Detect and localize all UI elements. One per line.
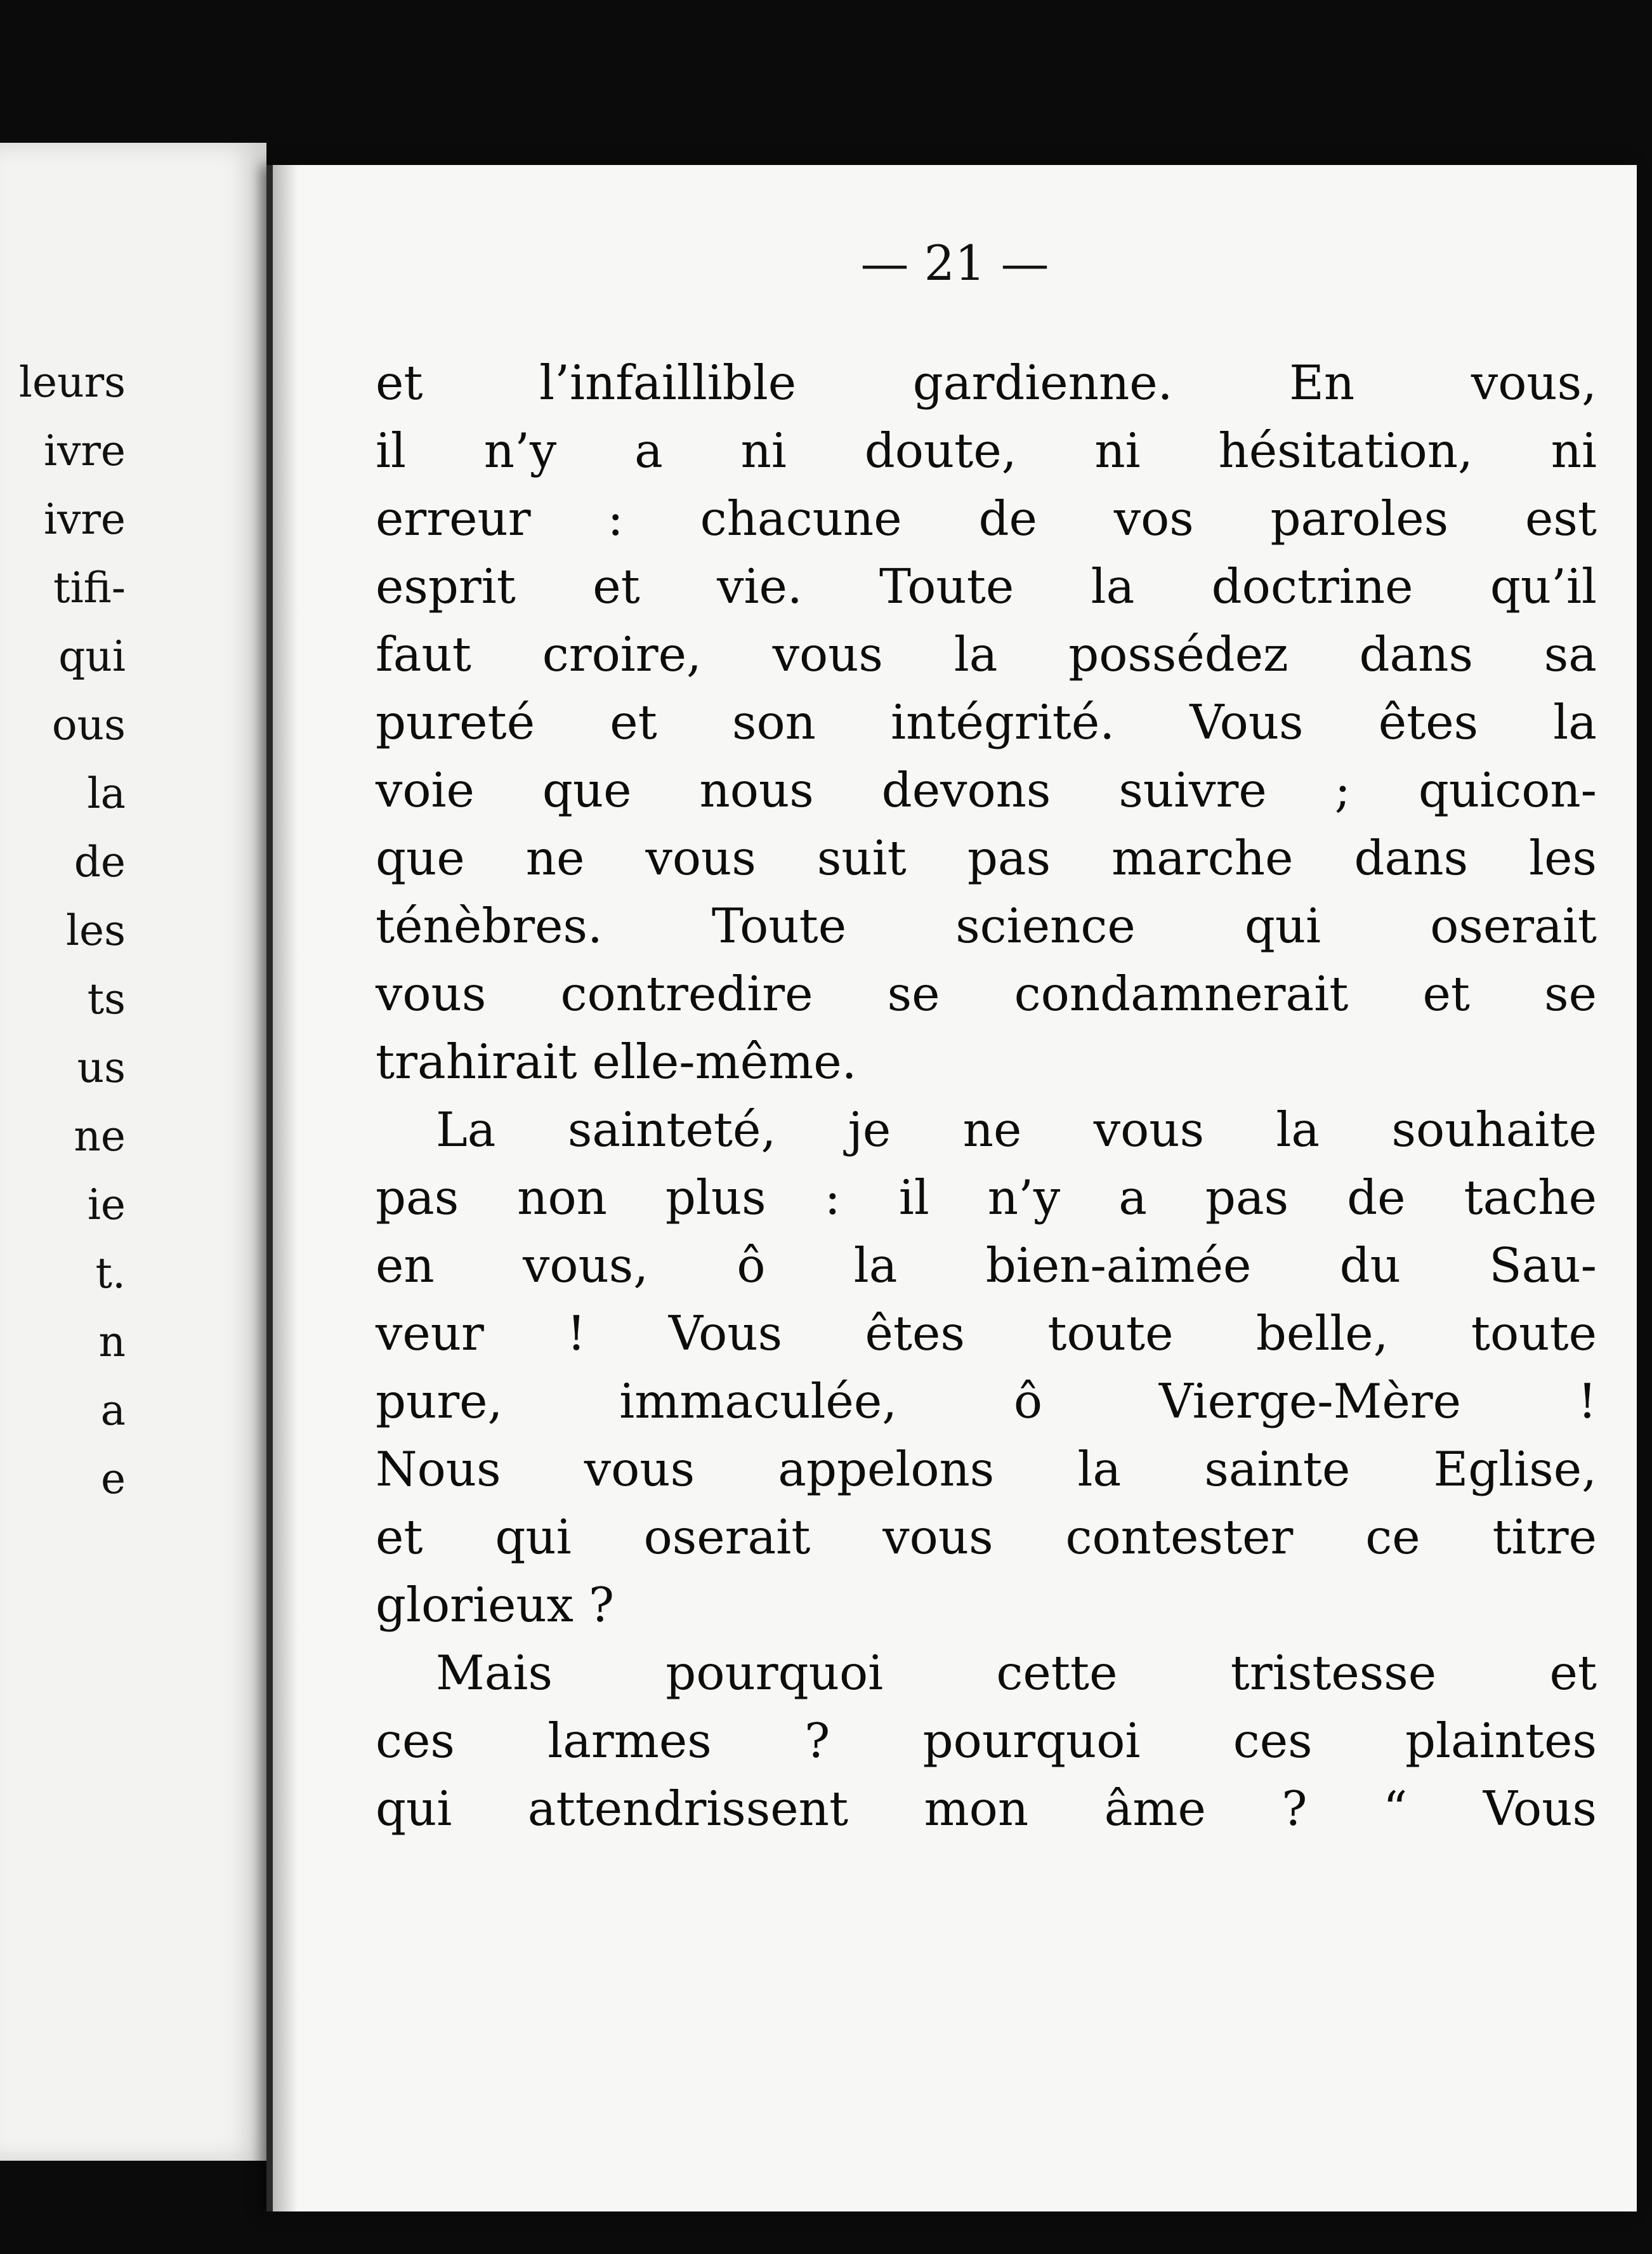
- book-page: [266, 165, 1637, 2211]
- previous-page-fragment: ivre: [43, 426, 126, 475]
- text-line: Nous vous appelons la sainte Eglise,: [376, 1441, 1597, 1497]
- previous-page-fragment: us: [77, 1043, 126, 1092]
- previous-page-fragment: ie: [87, 1180, 126, 1229]
- previous-page-fragment: les: [65, 906, 126, 955]
- text-line: pas non plus : il n’y a pas de tache: [376, 1170, 1597, 1225]
- text-line: trahirait elle-même.: [376, 1034, 857, 1090]
- text-line: glorieux ?: [376, 1577, 615, 1633]
- text-line: et l’infaillible gardienne. En vous,: [376, 355, 1597, 411]
- previous-page-fragment: leurs: [18, 358, 126, 407]
- previous-page-fragment: ivre: [43, 495, 126, 544]
- gutter-shadow: [273, 165, 298, 2211]
- text-line: erreur : chacune de vos paroles est: [376, 491, 1597, 546]
- previous-page-fragment: ts: [87, 975, 126, 1024]
- text-line: il n’y a ni doute, ni hésitation, ni: [376, 423, 1597, 478]
- previous-page-fragment: la: [87, 769, 126, 818]
- text-line: voie que nous devons suivre ; quicon-: [376, 762, 1597, 818]
- text-line: veur ! Vous êtes toute belle, toute: [376, 1305, 1597, 1361]
- text-line: pureté et son intégrité. Vous êtes la: [376, 694, 1597, 750]
- text-line: pure, immaculée, ô Vierge-Mère !: [376, 1373, 1597, 1429]
- text-line: esprit et vie. Toute la doctrine qu’il: [376, 558, 1597, 614]
- previous-page-fragment: de: [74, 838, 126, 886]
- previous-page-fragment: ous: [51, 701, 126, 749]
- text-line: Mais pourquoi cette tristesse et: [436, 1645, 1597, 1701]
- previous-page-fragment: tifi-: [53, 564, 126, 612]
- text-line: ces larmes ? pourquoi ces plaintes: [376, 1713, 1597, 1769]
- previous-page-fragment: ne: [74, 1112, 126, 1161]
- text-line: vous contredire se condamnerait et se: [376, 966, 1597, 1022]
- previous-page-fragment: n: [98, 1317, 126, 1366]
- text-line: La sainteté, je ne vous la souhaite: [436, 1102, 1597, 1157]
- page-body: [376, 349, 1597, 1843]
- text-line: en vous, ô la bien-aimée du Sau-: [376, 1237, 1597, 1293]
- previous-page-fragment: t.: [95, 1249, 126, 1298]
- text-line: qui attendrissent mon âme ? “ Vous: [376, 1781, 1597, 1836]
- text-line: et qui oserait vous contester ce titre: [376, 1509, 1597, 1565]
- text-line: faut croire, vous la possédez dans sa: [376, 626, 1597, 682]
- text-line: ténèbres. Toute science qui oserait: [376, 898, 1597, 954]
- previous-page-fragment: a: [100, 1386, 126, 1435]
- previous-page-fragment: qui: [58, 632, 126, 681]
- page-number: — 21 —: [860, 235, 1049, 291]
- previous-page: [0, 143, 266, 2161]
- text-line: que ne vous suit pas marche dans les: [376, 830, 1597, 886]
- previous-page-fragment: e: [100, 1454, 126, 1503]
